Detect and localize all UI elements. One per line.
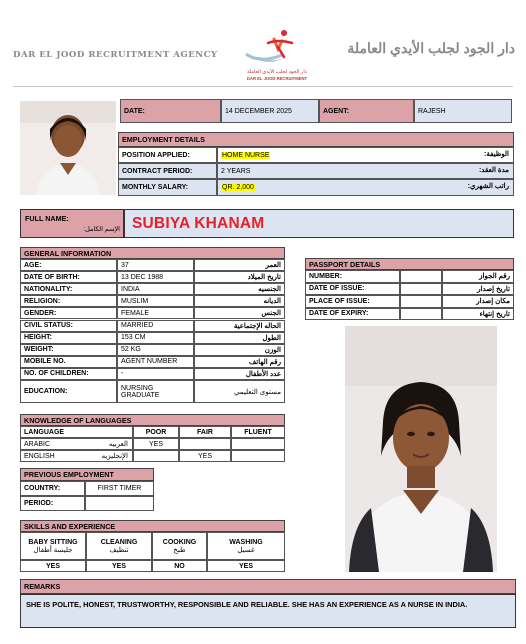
agent-label: AGENT: [319,99,414,123]
lang-col-language: LANGUAGE [20,426,133,438]
general-label-ar-7: الوزن [194,344,285,356]
remarks-text: SHE IS POLITE, HONEST, TRUSTWORTHY, RESPONSIBLE AND RELIABLE. SHE HAS AN EXPERIENCE AS A NURSE IN INDIA. [26,600,468,609]
general-value-6: 153 CM [117,332,194,344]
candidate-photo-large [345,326,497,572]
skill-3-en: WASHING [229,538,263,546]
passport-label-1: DATE OF ISSUE: [305,283,400,296]
general-label-ar-0: العمر [194,259,285,271]
passport-label-ar-3: تاريخ إنتهاء [442,308,514,321]
education-value-line1: NURSING [121,384,154,392]
general-label-9: NO. OF CHILDREN: [20,368,117,380]
lang-arabic-fair [179,438,231,450]
contract-label-ar: مدة العقد: [478,167,509,174]
education-label: EDUCATION: [20,380,117,403]
general-value-4: FEMALE [117,307,194,319]
skill-2-value: NO [152,560,207,572]
general-label-ar-4: الجنس [194,307,285,319]
general-value-3: MUSLIM [117,295,194,307]
general-label-ar-6: الطول [194,332,285,344]
skill-3-header [207,532,285,560]
general-value-9: - [117,368,194,380]
position-value-text: HOME NURSE [222,151,270,159]
passport-label-3: DATE OF EXPIRY: [305,308,400,321]
salary-value-text: QR. 2,000 [222,184,254,191]
general-label-4: GENDER: [20,307,117,319]
logo-figure-icon [238,27,316,67]
general-label-0: AGE: [20,259,117,271]
skill-0-header [20,532,86,560]
logo-text-en: DAR EL JOOD RECRUITMENT [246,76,308,81]
lang-col-fair: FAIR [179,426,231,438]
position-label: POSITION APPLIED: [118,147,217,163]
agency-name-en: DAR EL JOOD RECRUITMENT AGENCY [13,50,218,60]
general-value-7: 52 KG [117,344,194,356]
lang-arabic-en: ARABIC [24,440,51,448]
education-value [117,380,194,403]
skill-1-header [86,532,152,560]
lang-arabic-poor: YES [133,438,179,450]
date-label: DATE: [120,99,221,123]
lang-english-poor [133,450,179,462]
passport-value-3 [400,308,442,321]
general-info-header: GENERAL INFORMATION [20,247,285,259]
agent-value: RAJESH [414,99,512,123]
general-label-8: MOBILE NO. [20,356,117,368]
salary-label-ar: راتب الشهري: [467,183,509,190]
skill-1-ar: تنظيف [109,546,129,554]
general-label-6: HEIGHT: [20,332,117,344]
remarks-header: REMARKS [20,579,516,594]
position-label-ar: الوظيفة: [483,151,509,158]
lang-english-fair: YES [179,450,231,462]
skills-header: SKILLS AND EXPERIENCE [20,520,285,532]
skill-0-ar: جليسة أطفال [33,546,73,554]
skill-0-value: YES [20,560,86,572]
lang-row-english [20,450,133,462]
full-name-label: FULL NAME: [25,214,69,223]
full-name-value-box [124,209,514,238]
passport-details-header: PASSPORT DETAILS [305,258,514,270]
skill-2-ar: طبخ [173,546,186,554]
skill-3-value: YES [207,560,285,572]
general-label-3: RELIGION: [20,295,117,307]
general-value-1: 13 DEC 1988 [117,271,194,283]
lang-row-arabic [20,438,133,450]
logo-text-ar: دار الجود لجلب الأيدي العاملة [247,69,307,75]
general-label-ar-2: الجنسيه [194,283,285,295]
lang-english-ar: الإنجليزيه [101,453,128,460]
lang-col-poor: POOR [133,426,179,438]
general-label-7: WEIGHT: [20,344,117,356]
skill-2-header [152,532,207,560]
passport-label-ar-2: مكان إصدار [442,295,514,308]
skill-1-value: YES [86,560,152,572]
skill-3-ar: غسيل [237,546,255,554]
date-value: 14 DECEMBER 2025 [221,99,319,123]
contract-label: CONTRACT PERIOD: [118,163,217,179]
prev-period-value [85,496,154,511]
passport-label-ar-0: رقم الجواز [442,270,514,283]
lang-english-en: ENGLISH [24,452,55,460]
skill-2-en: COOKING [162,538,197,546]
prev-period-label: PERIOD: [20,496,85,511]
full-name-label-box [20,209,124,238]
general-label-ar-8: رقم الهاتف [194,356,285,368]
passport-label-ar-1: تاريخ إصدار [442,283,514,296]
passport-label-2: PLACE OF ISSUE: [305,295,400,308]
lang-arabic-ar: العربيه [108,441,128,448]
full-name-value: SUBIYA KHANAM [132,215,265,232]
languages-header: KNOWLEDGE OF LANGUAGES [20,414,285,426]
contract-value: 2 YEARS [217,163,514,179]
general-value-2: INDIA [117,283,194,295]
passport-value-2 [400,295,442,308]
skill-1-en: CLEANING [100,538,138,546]
prev-country-value: FIRST TIMER [85,481,154,496]
candidate-photo-small [20,101,116,195]
general-label-ar-5: الحاله الإجتماعية [194,320,285,332]
previous-employment-header: PREVIOUS EMPLOYMENT [20,468,154,481]
general-label-ar-1: تاريخ الميلاد [194,271,285,283]
skill-0-en: BABY SITTING [28,538,78,546]
lang-col-fluent: FLUENT [231,426,285,438]
employment-details-header: EMPLOYMENT DETAILS [118,132,514,147]
passport-value-1 [400,283,442,296]
lang-english-fluent [231,450,285,462]
full-name-label-ar: الإسم الكامل: [83,226,120,233]
general-value-0: 37 [117,259,194,271]
prev-country-label: COUNTRY: [20,481,85,496]
header-divider [13,86,513,87]
lang-arabic-fluent [231,438,285,450]
general-value-8: AGENT NUMBER [117,356,194,368]
general-label-1: DATE OF BIRTH: [20,271,117,283]
agency-name-ar: دار الجود لجلب الأيدي العاملة [347,40,515,56]
education-label-ar: مستوى التعليمي [194,380,285,403]
passport-label-0: NUMBER: [305,270,400,283]
salary-label: MONTHLY SALARY: [118,179,217,196]
general-value-5: MARRIED [117,320,194,332]
general-label-ar-3: الديانه [194,295,285,307]
remarks-box [20,594,516,628]
general-label-2: NATIONALITY: [20,283,117,295]
agency-logo [238,27,316,83]
passport-value-0 [400,270,442,283]
general-label-5: CIVIL STATUS: [20,320,117,332]
general-label-ar-9: عدد الأطفال [194,368,285,380]
education-value-line2: GRADUATE [121,391,160,399]
